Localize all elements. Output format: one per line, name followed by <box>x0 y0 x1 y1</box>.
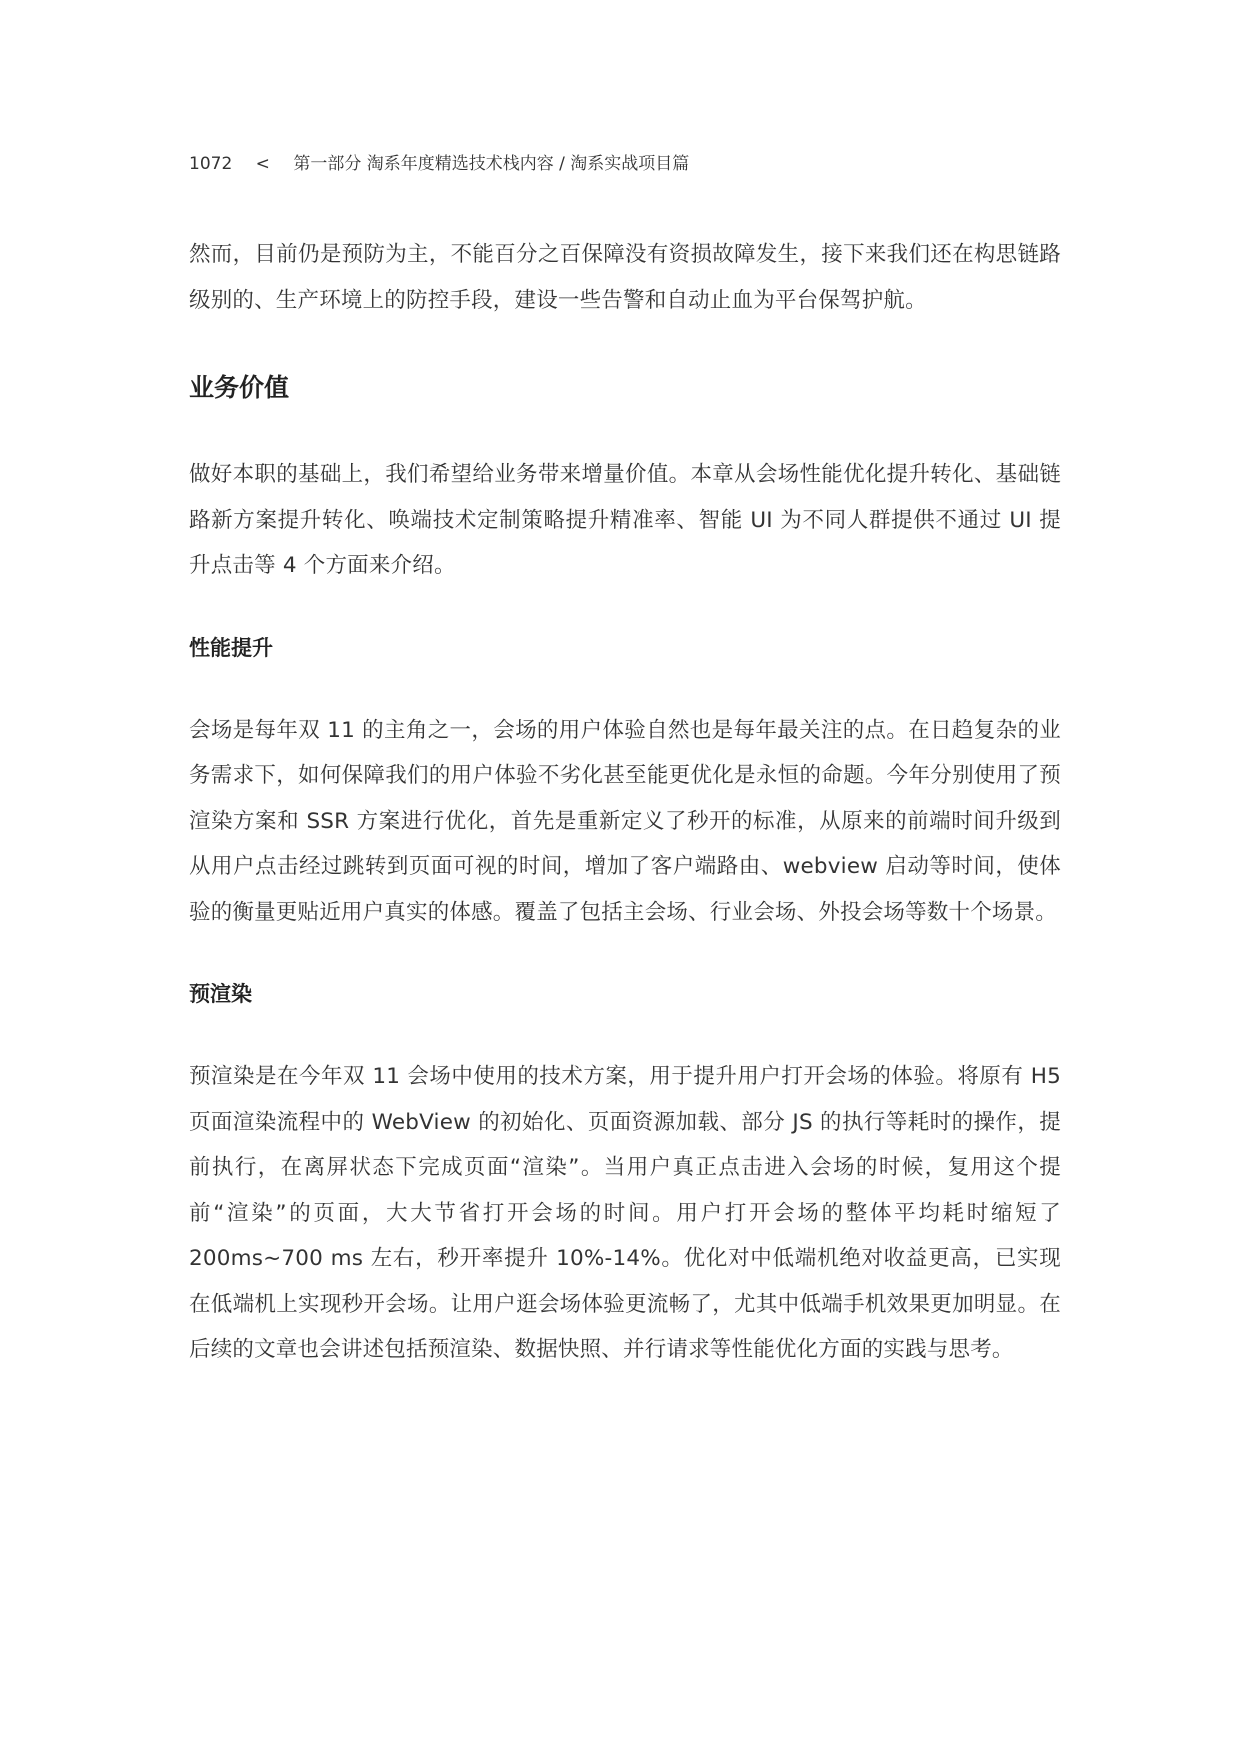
chevron-left-icon: < <box>255 154 270 174</box>
main-content <box>189 232 1061 1373</box>
running-header <box>189 152 689 176</box>
prerender-paragraph: 预渲染是在今年双 11 会场中使用的技术方案，用于提升用户打开会场的体验。将原有 H5 页面渲染流程中的 WebView 的初始化、页面资源加载、部分 JS 的执行等耗时的操作，提前执行，在离屏状态下完成页面“渲染”。当用户真正点击进入会场的时候，复用这个提前“渲染”的页面，大大节省打开会场的时间。用户打开会场的整体平均耗时缩短了 200ms~700 ms 左右，秒开率提升 10%-14%。优化对中低端机绝对收益更高，已实现在低端机上实现秒开会场。让用户逛会场体验更流畅了，尤其中低端手机效果更加明显。在后续的文章也会讲述包括预渲染、数据快照、并行请求等性能优化方面的实践与思考。 <box>189 1064 1061 1362</box>
subsection-title-performance: 性能提升 <box>189 635 273 660</box>
intro-paragraph: 然而，目前仍是预防为主，不能百分之百保障没有资损故障发生，接下来我们还在构思链路级别的、生产环境上的防控手段，建设一些告警和自动止血为平台保驾护航。 <box>189 242 1061 313</box>
performance-paragraph: 会场是每年双 11 的主角之一，会场的用户体验自然也是每年最关注的点。在日趋复杂的业务需求下，如何保障我们的用户体验不劣化甚至能更优化是永恒的命题。今年分别使用了预渲染方案和 SSR 方案进行优化，首先是重新定义了秒开的标准，从原来的前端时间升级到从用户点击经过跳转到页面可视的时间，增加了客户端路由、webview 启动等时间，使体验的衡量更贴近用户真实的体感。覆盖了包括主会场、行业会场、外投会场等数十个场景。 <box>189 717 1061 925</box>
page-number: 1072 <box>189 154 233 174</box>
document-page <box>189 0 1061 1755</box>
business-value-paragraph: 做好本职的基础上，我们希望给业务带来增量价值。本章从会场性能优化提升转化、基础链路新方案提升转化、唤端技术定制策略提升精准率、智能 UI 为不同人群提供不通过 UI 提升点击等 4 个方面来介绍。 <box>189 462 1061 578</box>
subsection-title-prerender: 预渲染 <box>189 982 252 1006</box>
section-title-business-value: 业务价值 <box>189 373 290 402</box>
header-part: 第一部分 <box>293 154 362 174</box>
header-breadcrumb: 淘系年度精选技术栈内容 / 淘系实战项目篇 <box>366 154 690 174</box>
